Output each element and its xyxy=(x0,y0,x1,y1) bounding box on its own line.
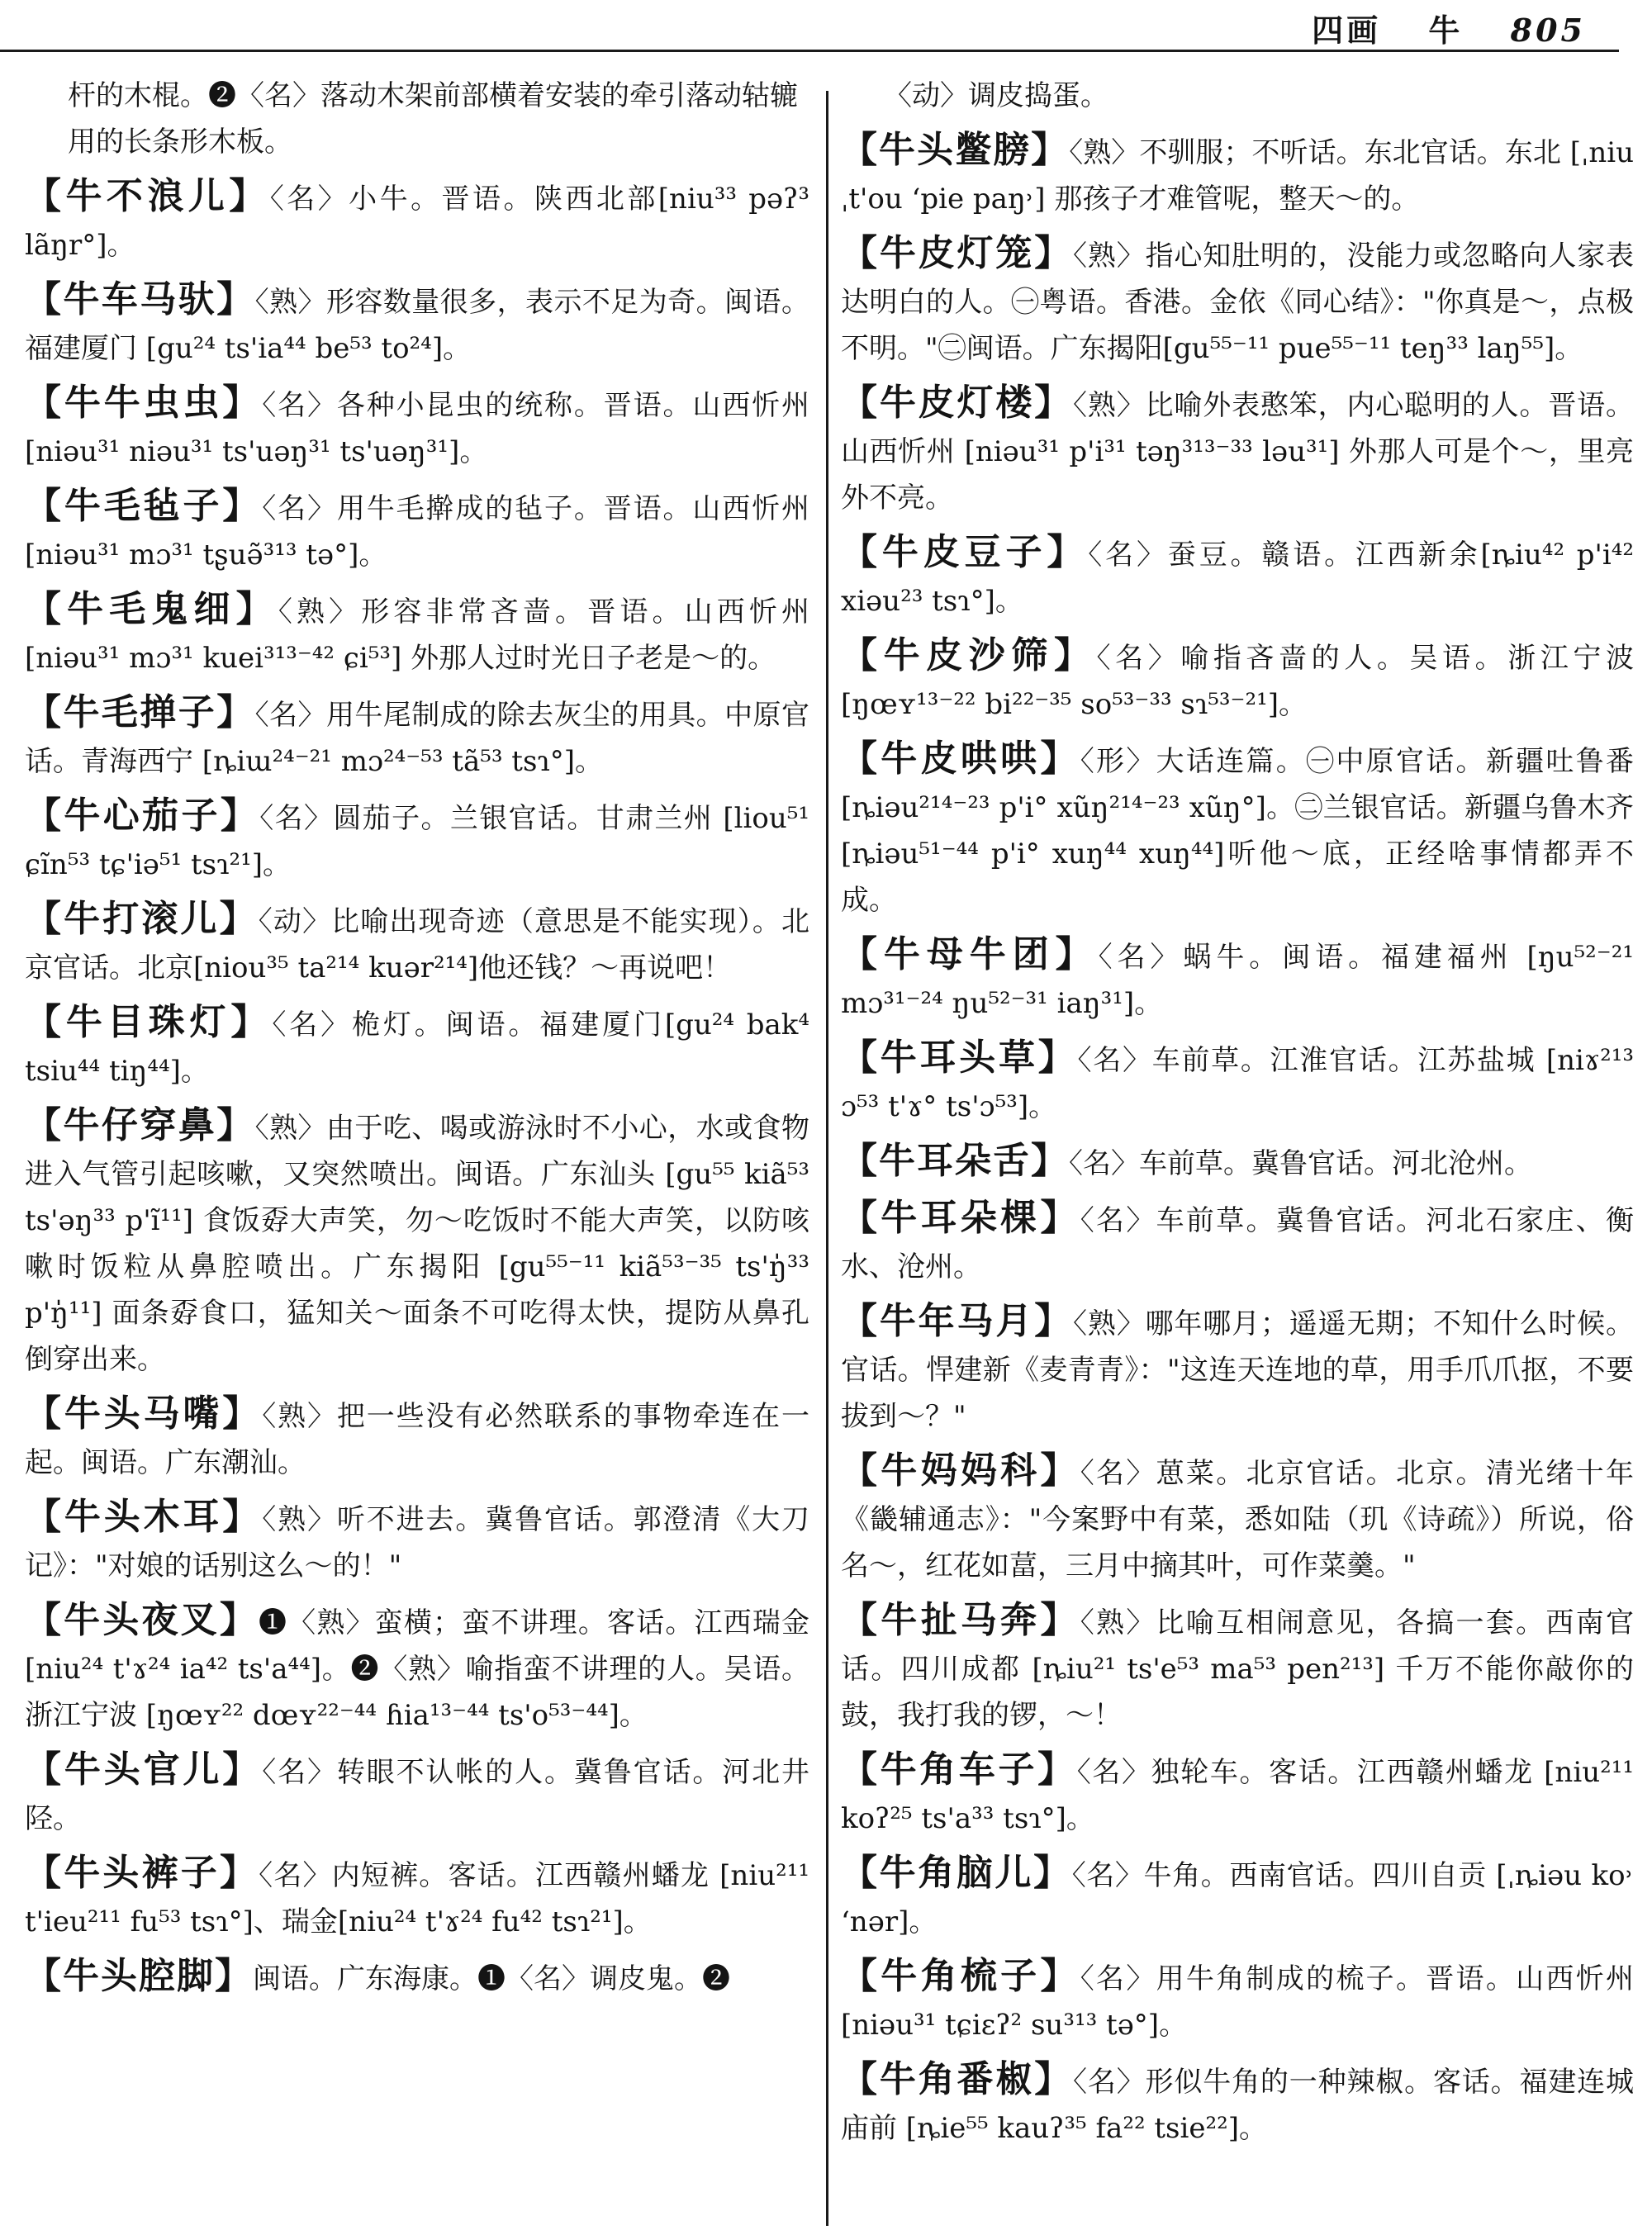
entry-definition: 〈名〉内短裤。客话。江西赣州蟠龙 [niu²¹¹ t'ieu²¹¹ fu⁵³ tsɿ°]、瑞金[niu²⁴ t'ɤ²⁴ fu⁴² tsɿ²¹]。 xyxy=(25,1859,809,1938)
dictionary-entry xyxy=(841,633,1634,728)
entry-definition: 闽语。广东海康。❶〈名〉调皮鬼。❷ xyxy=(253,1962,730,1995)
entry-definition: ❶〈熟〉蛮横；蛮不讲理。客话。江西瑞金[niu²⁴ t'ɤ²⁴ ia⁴² ts'a⁴⁴]。❷〈熟〉喻指蛮不讲理的人。吴语。浙江宁波 [ŋœʏ²² dœʏ²²⁻⁴⁴ ɦia¹³⁻⁴⁴ ts'o⁵³⁻⁴⁴]。 xyxy=(25,1606,809,1732)
entry-headword: 【牛角车子】 xyxy=(841,1748,1077,1791)
entry-definition: 〈名〉车前草。江淮官话。江苏盐城 [niɤ²¹³ ɔ⁵³ t'ɤ° ts'ɔ⁵³]。 xyxy=(841,1044,1634,1123)
continuation-text: 〈动〉调皮捣蛋。 xyxy=(884,79,1108,112)
entry-definition: 〈名〉独轮车。客话。江西赣州蟠龙 [niu²¹¹ koʔ²⁵ ts'a³³ tsɿ°]。 xyxy=(841,1756,1634,1835)
entry-headword: 【牛皮灯笼】 xyxy=(841,232,1074,274)
dictionary-entry xyxy=(841,2057,1634,2152)
entry-headword: 【牛毛掸子】 xyxy=(25,691,255,733)
dictionary-entry xyxy=(841,736,1634,923)
dictionary-entry xyxy=(25,1597,809,1739)
dictionary-entry xyxy=(841,1298,1634,1440)
entry-headword: 【牛不浪儿】 xyxy=(25,175,270,217)
column-divider xyxy=(826,91,828,2226)
entry-headword: 【牛皮沙筛】 xyxy=(841,634,1097,676)
section-label: 四画 xyxy=(1312,12,1382,49)
page-header xyxy=(0,0,1652,51)
dictionary-entry xyxy=(841,1448,1634,1589)
dictionary-entry xyxy=(25,586,809,681)
entry-definition: 〈名〉蚕豆。赣语。江西新余[ȵiu⁴² p'i⁴² xiəu²³ tsɿ°]。 xyxy=(841,539,1635,618)
dictionary-entry xyxy=(841,1597,1634,1739)
entry-headword: 【牛皮灯楼】 xyxy=(841,382,1074,424)
entry-headword: 【牛目珠灯】 xyxy=(25,1001,273,1043)
entry-definition: 〈名〉形似牛角的一种辣椒。客话。福建连城庙前 [ȵie⁵⁵ kauʔ³⁵ fa²² tsie²²]。 xyxy=(841,2066,1635,2145)
entry-headword: 【牛头官儿】 xyxy=(25,1748,263,1791)
entry-definition: 〈名〉转眼不认帐的人。冀鲁官话。河北井陉。 xyxy=(25,1756,809,1835)
entry-definition: 〈形〉大话连篇。㊀中原官话。新疆吐鲁番[ȵiəu²¹⁴⁻²³ p'i° xũŋ²¹⁴⁻²³ xũŋ°]。㊁兰银官话。新疆乌鲁木齐 [ȵiəu⁵¹⁻⁴⁴ p'i° xuŋ⁴⁴ xuŋ⁴⁴]听他～底，正经啥事情都弄不成。 xyxy=(841,745,1634,917)
dictionary-entry xyxy=(25,1953,809,2002)
dictionary-entry xyxy=(841,380,1634,521)
dictionary-entry xyxy=(25,277,809,372)
dictionary-entry xyxy=(25,1494,809,1589)
running-head xyxy=(1312,5,1586,50)
entry-definition: 〈名〉牛角。西南官话。四川自贡 [ˌȵiəu ko˒ ʻnər]。 xyxy=(841,1859,1635,1938)
dictionary-entry xyxy=(841,1195,1634,1290)
radical-label: 牛 xyxy=(1428,12,1464,49)
entry-definition: 〈名〉用牛毛擀成的毡子。晋语。山西忻州 [niəu³¹ mɔ³¹ tʂuə̃³¹³ tə°]。 xyxy=(25,492,809,572)
dictionary-entry xyxy=(25,380,809,475)
entry-headword: 【牛皮哄哄】 xyxy=(841,738,1080,780)
entry-definition: 〈名〉用牛角制成的梳子。晋语。山西忻州 [niəu³¹ tɕiɛʔ² su³¹³ tə°]。 xyxy=(841,1962,1634,2042)
entry-definition: 〈名〉小牛。晋语。陕西北部[niu³³ pəʔ³ lãŋr°]。 xyxy=(25,183,810,262)
header-rule xyxy=(0,50,1619,52)
entry-headword: 【牛头腔脚】 xyxy=(25,1955,253,1997)
entry-headword: 【牛皮豆子】 xyxy=(841,531,1089,573)
entry-headword: 【牛心茄子】 xyxy=(25,795,260,837)
dictionary-entry xyxy=(25,1850,809,1945)
dictionary-entry xyxy=(841,932,1634,1027)
entry-definition: 〈名〉各种小昆虫的统称。晋语。山西忻州 [niəu³¹ niəu³¹ ts'uəŋ³¹ ts'uəŋ³¹]。 xyxy=(25,389,809,468)
dictionary-entry xyxy=(841,1035,1634,1130)
dictionary-entry xyxy=(25,999,809,1094)
entry-headword: 【牛毛鬼细】 xyxy=(25,588,278,630)
entry-headword: 【牛仔穿鼻】 xyxy=(25,1104,255,1146)
left-column xyxy=(25,73,809,2010)
entry-definition: 〈名〉圆茄子。兰银官话。甘肃兰州 [liou⁵¹ ɕĩn⁵³ tɕ'iə⁵¹ tsɿ²¹]。 xyxy=(25,802,809,881)
entry-definition: 〈熟〉比喻互相闹意见，各搞一套。西南官话。四川成都 [ȵiu²¹ ts'e⁵³ ma⁵³ pen²¹³] 千万不能你敲你的鼓，我打我的锣，～！ xyxy=(841,1606,1634,1732)
entry-headword: 【牛牛虫虫】 xyxy=(25,382,263,424)
entry-definition: 〈名〉车前草。冀鲁官话。河北沧州。 xyxy=(1069,1147,1532,1180)
entry-headword: 【牛扯马奔】 xyxy=(841,1599,1080,1641)
dictionary-entry xyxy=(25,793,809,888)
entry-headword: 【牛耳朵棵】 xyxy=(841,1197,1080,1239)
entry-definition: 〈熟〉哪年哪月；遥遥无期；不知什么时候。官话。悍建新《麦青青》："这连天连地的草，用手爪爪抠，不要拔到～？" xyxy=(841,1307,1635,1433)
entry-headword: 【牛角脑儿】 xyxy=(841,1852,1072,1894)
page-number: 805 xyxy=(1510,12,1586,49)
entry-definition: 〈熟〉形容数量很多，表示不足为奇。闽语。福建厦门 [gu²⁴ ts'ia⁴⁴ be⁵³ to²⁴]。 xyxy=(25,286,809,365)
entry-headword: 【牛头鳖膀】 xyxy=(841,129,1070,171)
entry-definition: 〈名〉车前草。冀鲁官话。河北石家庄、衡水、沧州。 xyxy=(841,1204,1634,1283)
left-entry-list xyxy=(25,173,809,2002)
dictionary-entry xyxy=(841,529,1634,624)
entry-definition: 〈名〉喻指吝啬的人。吴语。浙江宁波 [ŋœʏ¹³⁻²² bi²²⁻³⁵ so⁵³⁻³³ sɿ⁵³⁻²¹]。 xyxy=(841,642,1635,721)
entry-headword: 【牛妈妈科】 xyxy=(841,1450,1080,1492)
entry-definition: 〈熟〉由于吃、喝或游泳时不小心，水或食物进入气管引起咳嗽，又突然喷出。闽语。广东汕头 [gu⁵⁵ kiã⁵³ ts'əŋ³³ p'ĩ¹¹] 食饭孬大声笑，勿～吃饭时不能大声笑，以防咳嗽时饭粒从鼻腔喷出。广东揭阳 [gu⁵⁵⁻¹¹ kiã⁵³⁻³⁵ ts'ŋ̍³³ p'ŋ̍¹¹] 面条孬食口，猛知关～面条不可吃得太快，提防从鼻孔倒穿出来。 xyxy=(25,1112,809,1376)
entry-definition: 〈熟〉形容非常吝啬。晋语。山西忻州 [niəu³¹ mɔ³¹ kuei³¹³⁻⁴² ɕi⁵³] 外那人过时光日子老是～的。 xyxy=(25,595,810,675)
entry-headword: 【牛头马嘴】 xyxy=(25,1393,263,1435)
dictionary-entry xyxy=(25,1747,809,1842)
dictionary-entry xyxy=(25,1391,809,1486)
entry-headword: 【牛年马月】 xyxy=(841,1300,1074,1342)
entry-definition: 〈熟〉指心知肚明的，没能力或忽略向人家表达明白的人。㊀粤语。香港。金依《同心结》："你真是～，点极不明。"㊁闽语。广东揭阳[gu⁵⁵⁻¹¹ pue⁵⁵⁻¹¹ teŋ³³ laŋ⁵⁵]。 xyxy=(841,240,1635,365)
entry-definition: 〈熟〉听不进去。冀鲁官话。郭澄清《大刀记》："对娘的话别这么～的！" xyxy=(25,1503,809,1582)
entry-headword: 【牛头木耳】 xyxy=(25,1496,263,1538)
entry-headword: 【牛耳头草】 xyxy=(841,1037,1078,1079)
dictionary-entry xyxy=(841,127,1634,222)
dictionary-entry xyxy=(841,1747,1634,1842)
entry-headword: 【牛角梳子】 xyxy=(841,1955,1080,1997)
entry-headword: 【牛头裤子】 xyxy=(25,1852,259,1894)
entry-definition: 〈动〉比喻出现奇迹（意思是不能实现）。北京官话。北京[niou³⁵ ta²¹⁴ kuər²¹⁴]他还钱？～再说吧！ xyxy=(25,905,810,985)
right-entry-list xyxy=(841,127,1634,2152)
dictionary-entry xyxy=(25,896,809,991)
entry-definition: 〈名〉桅灯。闽语。福建厦门[gu²⁴ bak⁴ tsiu⁴⁴ tiŋ⁴⁴]。 xyxy=(25,1008,810,1088)
dictionary-entry xyxy=(841,1850,1634,1945)
dictionary-entry xyxy=(841,1138,1634,1187)
dictionary-entry xyxy=(25,690,809,785)
entry-definition: 〈名〉用牛尾制成的除去灰尘的用具。中原官话。青海西宁 [ȵiɯ²⁴⁻²¹ mɔ²⁴⁻⁵³ tã⁵³ tsɿ°]。 xyxy=(25,699,809,778)
continuation-text: 杆的木棍。❷〈名〉落动木架前部横着安装的牵引落动轱辘用的长条形木板。 xyxy=(68,79,798,159)
entry-definition: 〈名〉蜗牛。闽语。福建福州 [ŋu⁵²⁻²¹ mɔ³¹⁻²⁴ ŋu⁵²⁻³¹ iaŋ³¹]。 xyxy=(841,941,1635,1020)
entry-headword: 【牛耳朵舌】 xyxy=(841,1140,1069,1182)
entry-definition: 〈熟〉把一些没有必然联系的事物牵连在一起。闽语。广东潮汕。 xyxy=(25,1400,809,1479)
entry-headword: 【牛头夜叉】 xyxy=(25,1599,259,1641)
entry-headword: 【牛母牛团】 xyxy=(841,933,1099,975)
entry-headword: 【牛车马驮】 xyxy=(25,278,255,320)
dictionary-entry xyxy=(841,230,1634,372)
entry-definition: 〈熟〉不驯服；不听话。东北官话。东北 [ˌniu ˌt'ou ʻpie paŋ˒] 那孩子才难管呢，整天～的。 xyxy=(841,136,1634,216)
entry-headword: 【牛毛毡子】 xyxy=(25,485,263,527)
dictionary-entry xyxy=(841,1953,1634,2048)
entry-definition: 〈熟〉比喻外表憨笨，内心聪明的人。晋语。山西忻州 [niəu³¹ p'i³¹ təŋ³¹³⁻³³ ləu³¹] 外那人可是个～，里亮外不亮。 xyxy=(841,389,1635,515)
right-column xyxy=(841,73,1634,2160)
dictionary-entry xyxy=(25,1103,809,1383)
dictionary-entry xyxy=(25,483,809,578)
entry-definition: 〈名〉葸菜。北京官话。北京。清光绪十年《畿辅通志》："今案野中有菜，悉如陆（玑《诗疏》）所说，俗名～，红花如葍，三月中摘其叶，可作菜羹。" xyxy=(841,1457,1634,1582)
entry-headword: 【牛角番椒】 xyxy=(841,2058,1074,2100)
entry-headword: 【牛打滚儿】 xyxy=(25,898,259,940)
dictionary-entry xyxy=(25,173,809,268)
